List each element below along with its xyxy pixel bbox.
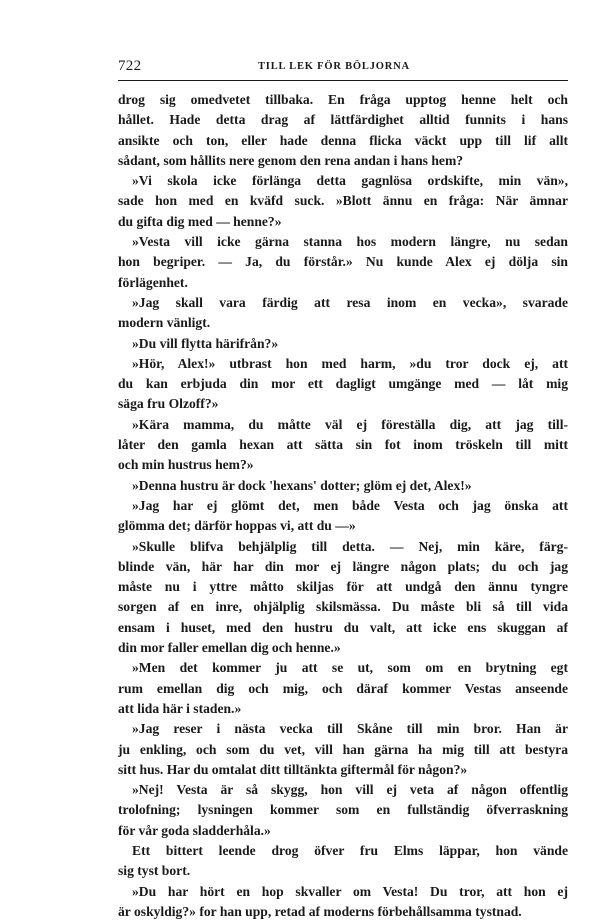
text-line: »Vesta vill icke gärna stanna hos modern längre, nu sedan: [132, 234, 568, 250]
text-line: ensam i huset, med den hustru du valt, att icke ens skuggan af: [118, 619, 568, 635]
text-line: sig tyst bort.: [118, 863, 191, 879]
text-line: sorgen af en inre, ohjälplig skilsmässa. Du måste bli så till vida: [118, 599, 568, 615]
page-header: [118, 58, 566, 78]
text-line: glömma det; därför hoppas vi, att du —»: [118, 518, 356, 534]
page-number: 722: [118, 58, 142, 74]
text-line: ansikte och ton, eller hade denna flicka väckt upp till lif allt: [118, 132, 568, 148]
text-line: »Denna hustru är dock 'hexans' dotter; glöm ej det, Alex!»: [132, 477, 472, 493]
header-rule: [118, 80, 568, 81]
text-line: drog sig omedvetet tillbaka. En fråga upptog henne helt och: [118, 92, 568, 107]
text-line: måste nu i yttre måtto skiljas för att undgå den ännu tyngre: [118, 579, 568, 595]
running-title: TILL LEK FÖR BÖLJORNA: [258, 61, 410, 72]
text-line: trolofning; lysningen kommer som en fullständig öfverraskning: [118, 802, 568, 818]
text-line: »Kära mamma, du måtte väl ej föreställa dig, att jag till-: [132, 416, 568, 432]
text-line: sade hon med en kväfd suck. »Blott ännu en fråga: När ämnar: [118, 193, 568, 209]
text-line: modern vänligt.: [118, 315, 211, 331]
text-line: och min hustrus hem?»: [118, 457, 254, 473]
text-line: hon begriper. — Ja, du förstår.» Nu kunde Alex ej dölja sin: [118, 254, 568, 270]
text-line: du kan erbjuda din mor ett dagligt umgänge med — låt mig: [118, 376, 568, 392]
text-line: »Nej! Vesta är så skygg, hon vill ej veta af någon offentlig: [132, 782, 568, 798]
text-line: »Jag reser i nästa vecka till Skåne till min bror. Han är: [132, 721, 568, 737]
text-line: är oskyldig?» for han upp, retad af moderns förbehållsamma tystnad.: [118, 903, 522, 919]
text-line: för vår goda sladderhåla.»: [118, 822, 271, 838]
text-line: sitt hus. Har du omtalat ditt tilltänkta giftermål för någon?»: [118, 761, 468, 777]
text-line: sådant, som hållits nere genom den rena andan i hans hem?: [118, 152, 464, 168]
text-line: »Men det kommer ju att se ut, som om en brytning egt: [132, 660, 568, 676]
text-line: förlägenhet.: [118, 274, 188, 290]
text-line: din mor faller emellan dig och henne.»: [118, 640, 341, 656]
text-line: låter den gamla hexan att sätta sin fot inom tröskeln till mitt: [118, 437, 568, 453]
text-line: Ett bittert leende drog öfver fru Elms läppar, hon vände: [132, 842, 568, 858]
text-line: »Vi skola icke förlänga detta gagnlösa ordskifte, min vän»,: [132, 173, 568, 189]
text-line: »Hör, Alex!» utbrast hon med harm, »du tror dock ej, att: [132, 355, 568, 371]
text-line: rum emellan dig och mig, och däraf kommer Vestas anseende: [118, 680, 568, 696]
text-line: »Jag har ej glömt det, men både Vesta och jag önska att: [132, 497, 568, 513]
text-line: »Du vill flytta härifrån?»: [132, 335, 279, 351]
text-line: blinde vän, här har din mor ej längre någon plats; du och jag: [118, 558, 568, 574]
body-text: [118, 90, 568, 922]
text-line: att lida här i staden.»: [118, 700, 242, 716]
text-line: »Jag skall vara färdig att resa inom en vecka», svarade: [132, 294, 568, 310]
text-line: du gifta dig med — henne?»: [118, 213, 282, 229]
text-line: säga fru Olzoff?»: [118, 396, 219, 412]
text-line: »Skulle blifva behjälplig till detta. — Nej, min käre, färg-: [132, 538, 568, 554]
text-line: ju enkling, och som du vet, vill han gärna ha mig till att bestyra: [118, 741, 568, 757]
text-line: hållet. Hade detta drag af lättfärdighet alltid funnits i hans: [118, 112, 568, 128]
text-line: »Du har hört en hop skvaller om Vesta! Du tror, att hon ej: [132, 883, 568, 899]
